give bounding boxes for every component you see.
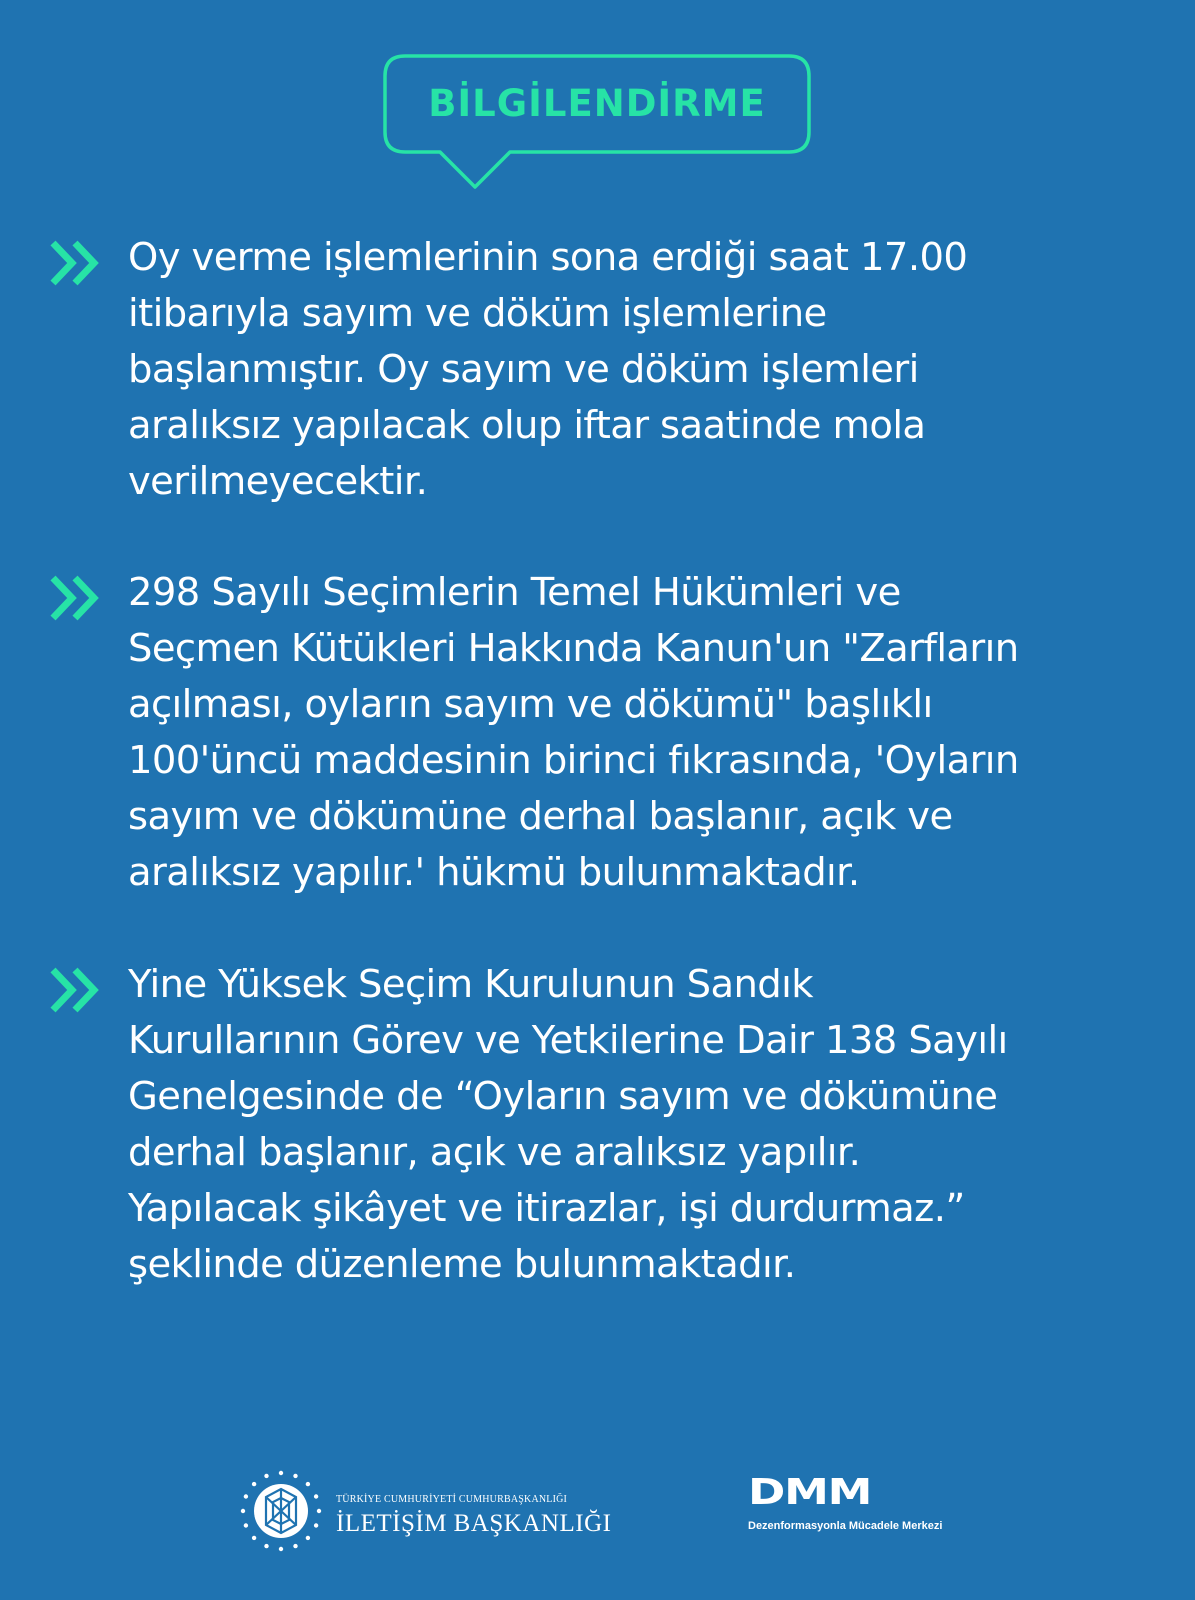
footer [0,1460,1195,1560]
double-chevron-icon [50,967,102,1013]
list-item [50,565,1160,901]
iletisim-logo [238,1468,613,1554]
iletisim-small-text: TÜRKİYE CUMHURİYETİ CUMHURBAŞKANLIĞI [336,1494,568,1505]
double-chevron-icon [50,240,102,286]
double-chevron-icon [50,575,102,621]
list-item [50,957,1160,1293]
dmm-subtitle: Dezenformasyonla Mücadele Merkezi [748,1520,943,1532]
info-list [50,230,1160,1343]
list-item-text: Yine Yüksek Seçim Kurulunun Sandık Kurullarının Görev ve Yetkilerine Dair 138 Sayılı Genelgesinde de “Oyların sayım ve dökümüne derhal başlanır, açık ve aralıksız yapılır. Yapılacak şikâyet ve itirazlar, işi durdurmaz.” şeklinde düzenleme bulunmaktadır. [128,962,1008,1287]
badge-title: BİLGİLENDİRME [428,82,766,125]
iletisim-emblem-icon [238,1468,324,1554]
dmm-logo [748,1470,968,1550]
list-item-text: Oy verme işlemlerinin sona erdiği saat 17.00 itibarıyla sayım ve döküm işlemlerine başlanmıştır. Oy sayım ve döküm işlemleri aralıksız yapılacak olup iftar saatinde mola verilmeyecektir. [128,235,968,504]
list-item [50,230,1160,510]
dmm-mark: DMM [748,1472,872,1513]
iletisim-big-text: İLETİŞİM BAŞKANLIĞI [336,1510,612,1537]
list-item-text: 298 Sayılı Seçimlerin Temel Hükümleri ve Seçmen Kütükleri Hakkında Kanun'un "Zarfların açılması, oyların sayım ve dökümü" başlıklı 100'üncü maddesinin birinci fıkrasında, 'Oyların sayım ve dökümüne derhal başlanır, açık ve aralıksız yapılır.' hükmü bulunmaktadır. [128,570,1019,895]
info-badge [383,54,811,192]
